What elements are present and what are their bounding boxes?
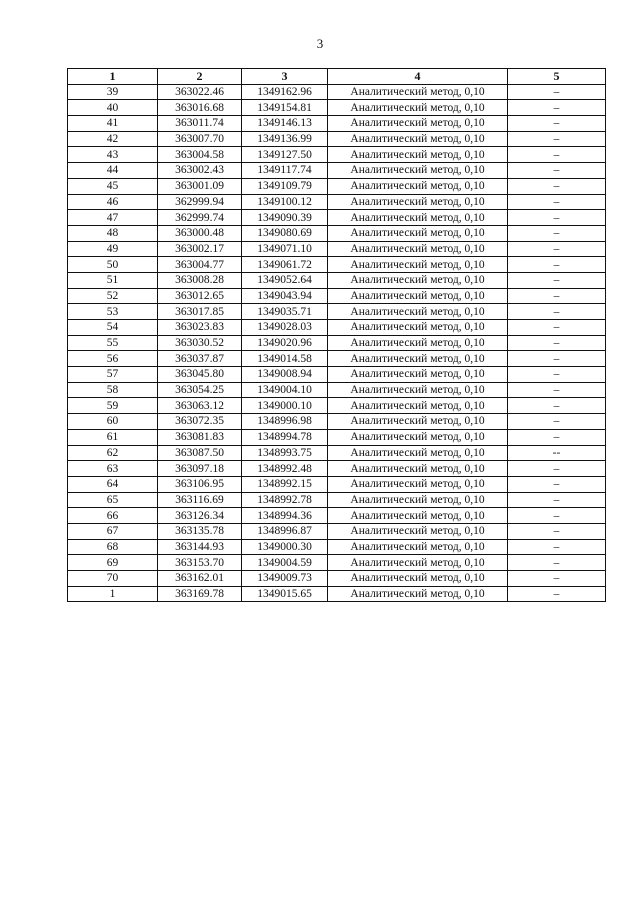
y-coordinate-cell: 1349028.03	[242, 320, 328, 336]
x-coordinate-cell: 363008.28	[158, 272, 242, 288]
x-coordinate-cell: 363153.70	[158, 555, 242, 571]
y-coordinate-cell: 1348994.36	[242, 508, 328, 524]
point-number-cell: 48	[68, 225, 158, 241]
y-coordinate-cell: 1349052.64	[242, 272, 328, 288]
note-cell: –	[508, 178, 606, 194]
x-coordinate-cell: 363022.46	[158, 84, 242, 100]
table-row	[68, 445, 606, 461]
note-cell: –	[508, 508, 606, 524]
table-row	[68, 571, 606, 587]
column-header: 2	[158, 69, 242, 85]
method-accuracy-cell: Аналитический метод, 0,10	[328, 272, 508, 288]
column-header: 1	[68, 69, 158, 85]
column-header: 3	[242, 69, 328, 85]
y-coordinate-cell: 1348994.78	[242, 429, 328, 445]
note-cell: –	[508, 571, 606, 587]
method-accuracy-cell: Аналитический метод, 0,10	[328, 586, 508, 602]
point-number-cell: 50	[68, 257, 158, 273]
note-cell: –	[508, 288, 606, 304]
method-accuracy-cell: Аналитический метод, 0,10	[328, 461, 508, 477]
point-number-cell: 70	[68, 571, 158, 587]
column-header: 4	[328, 69, 508, 85]
table-row	[68, 351, 606, 367]
note-cell: –	[508, 429, 606, 445]
note-cell: –	[508, 257, 606, 273]
table-body	[68, 84, 606, 602]
x-coordinate-cell: 363063.12	[158, 398, 242, 414]
x-coordinate-cell: 363087.50	[158, 445, 242, 461]
x-coordinate-cell: 363004.58	[158, 147, 242, 163]
x-coordinate-cell: 363004.77	[158, 257, 242, 273]
table-row	[68, 461, 606, 477]
method-accuracy-cell: Аналитический метод, 0,10	[328, 163, 508, 179]
y-coordinate-cell: 1349071.10	[242, 241, 328, 257]
note-cell: –	[508, 382, 606, 398]
x-coordinate-cell: 363144.93	[158, 539, 242, 555]
table-row	[68, 210, 606, 226]
table-row	[68, 586, 606, 602]
point-number-cell: 40	[68, 100, 158, 116]
method-accuracy-cell: Аналитический метод, 0,10	[328, 555, 508, 571]
y-coordinate-cell: 1348996.87	[242, 523, 328, 539]
point-number-cell: 60	[68, 414, 158, 430]
x-coordinate-cell: 363000.48	[158, 225, 242, 241]
method-accuracy-cell: Аналитический метод, 0,10	[328, 382, 508, 398]
point-number-cell: 63	[68, 461, 158, 477]
method-accuracy-cell: Аналитический метод, 0,10	[328, 116, 508, 132]
y-coordinate-cell: 1349000.10	[242, 398, 328, 414]
x-coordinate-cell: 363002.43	[158, 163, 242, 179]
note-cell: –	[508, 539, 606, 555]
note-cell: –	[508, 272, 606, 288]
point-number-cell: 58	[68, 382, 158, 398]
y-coordinate-cell: 1348996.98	[242, 414, 328, 430]
table-row	[68, 429, 606, 445]
x-coordinate-cell: 363002.17	[158, 241, 242, 257]
table-row	[68, 225, 606, 241]
x-coordinate-cell: 363054.25	[158, 382, 242, 398]
note-cell: –	[508, 194, 606, 210]
method-accuracy-cell: Аналитический метод, 0,10	[328, 539, 508, 555]
point-number-cell: 42	[68, 131, 158, 147]
table-row	[68, 555, 606, 571]
x-coordinate-cell: 363045.80	[158, 367, 242, 383]
method-accuracy-cell: Аналитический метод, 0,10	[328, 241, 508, 257]
table-row	[68, 272, 606, 288]
point-number-cell: 47	[68, 210, 158, 226]
table-row	[68, 523, 606, 539]
method-accuracy-cell: Аналитический метод, 0,10	[328, 84, 508, 100]
y-coordinate-cell: 1349117.74	[242, 163, 328, 179]
y-coordinate-cell: 1349127.50	[242, 147, 328, 163]
x-coordinate-cell: 363017.85	[158, 304, 242, 320]
x-coordinate-cell: 363135.78	[158, 523, 242, 539]
y-coordinate-cell: 1349100.12	[242, 194, 328, 210]
x-coordinate-cell: 363037.87	[158, 351, 242, 367]
point-number-cell: 66	[68, 508, 158, 524]
table-row	[68, 414, 606, 430]
y-coordinate-cell: 1349004.10	[242, 382, 328, 398]
y-coordinate-cell: 1349008.94	[242, 367, 328, 383]
point-number-cell: 64	[68, 476, 158, 492]
method-accuracy-cell: Аналитический метод, 0,10	[328, 194, 508, 210]
point-number-cell: 46	[68, 194, 158, 210]
point-number-cell: 67	[68, 523, 158, 539]
table-row	[68, 320, 606, 336]
method-accuracy-cell: Аналитический метод, 0,10	[328, 210, 508, 226]
x-coordinate-cell: 363169.78	[158, 586, 242, 602]
coordinates-table	[67, 68, 606, 602]
y-coordinate-cell: 1348992.78	[242, 492, 328, 508]
point-number-cell: 44	[68, 163, 158, 179]
note-cell: –	[508, 398, 606, 414]
x-coordinate-cell: 363007.70	[158, 131, 242, 147]
table-row	[68, 539, 606, 555]
y-coordinate-cell: 1349014.58	[242, 351, 328, 367]
table-row	[68, 398, 606, 414]
point-number-cell: 45	[68, 178, 158, 194]
x-coordinate-cell: 362999.74	[158, 210, 242, 226]
table-row	[68, 288, 606, 304]
method-accuracy-cell: Аналитический метод, 0,10	[328, 523, 508, 539]
method-accuracy-cell: Аналитический метод, 0,10	[328, 398, 508, 414]
method-accuracy-cell: Аналитический метод, 0,10	[328, 492, 508, 508]
column-header: 5	[508, 69, 606, 85]
method-accuracy-cell: Аналитический метод, 0,10	[328, 367, 508, 383]
y-coordinate-cell: 1349154.81	[242, 100, 328, 116]
point-number-cell: 41	[68, 116, 158, 132]
method-accuracy-cell: Аналитический метод, 0,10	[328, 257, 508, 273]
y-coordinate-cell: 1349080.69	[242, 225, 328, 241]
note-cell: –	[508, 335, 606, 351]
method-accuracy-cell: Аналитический метод, 0,10	[328, 225, 508, 241]
method-accuracy-cell: Аналитический метод, 0,10	[328, 131, 508, 147]
y-coordinate-cell: 1349020.96	[242, 335, 328, 351]
table-row	[68, 100, 606, 116]
note-cell: –	[508, 304, 606, 320]
table-header-row	[68, 69, 606, 85]
point-number-cell: 57	[68, 367, 158, 383]
y-coordinate-cell: 1349162.96	[242, 84, 328, 100]
note-cell: –	[508, 351, 606, 367]
point-number-cell: 56	[68, 351, 158, 367]
point-number-cell: 49	[68, 241, 158, 257]
x-coordinate-cell: 363162.01	[158, 571, 242, 587]
point-number-cell: 61	[68, 429, 158, 445]
method-accuracy-cell: Аналитический метод, 0,10	[328, 429, 508, 445]
x-coordinate-cell: 363072.35	[158, 414, 242, 430]
x-coordinate-cell: 363001.09	[158, 178, 242, 194]
note-cell: –	[508, 100, 606, 116]
note-cell: –	[508, 147, 606, 163]
method-accuracy-cell: Аналитический метод, 0,10	[328, 335, 508, 351]
method-accuracy-cell: Аналитический метод, 0,10	[328, 147, 508, 163]
note-cell: –	[508, 210, 606, 226]
point-number-cell: 55	[68, 335, 158, 351]
table-row	[68, 476, 606, 492]
table-row	[68, 492, 606, 508]
y-coordinate-cell: 1348992.15	[242, 476, 328, 492]
table-row	[68, 84, 606, 100]
point-number-cell: 68	[68, 539, 158, 555]
x-coordinate-cell: 363016.68	[158, 100, 242, 116]
note-cell: –	[508, 320, 606, 336]
x-coordinate-cell: 362999.94	[158, 194, 242, 210]
table-row	[68, 304, 606, 320]
point-number-cell: 51	[68, 272, 158, 288]
point-number-cell: 54	[68, 320, 158, 336]
x-coordinate-cell: 363023.83	[158, 320, 242, 336]
note-cell: –	[508, 116, 606, 132]
table-row	[68, 508, 606, 524]
note-cell: –	[508, 84, 606, 100]
y-coordinate-cell: 1349015.65	[242, 586, 328, 602]
method-accuracy-cell: Аналитический метод, 0,10	[328, 414, 508, 430]
y-coordinate-cell: 1349061.72	[242, 257, 328, 273]
x-coordinate-cell: 363106.95	[158, 476, 242, 492]
note-cell: –	[508, 367, 606, 383]
method-accuracy-cell: Аналитический метод, 0,10	[328, 445, 508, 461]
point-number-cell: 69	[68, 555, 158, 571]
table-row	[68, 116, 606, 132]
x-coordinate-cell: 363011.74	[158, 116, 242, 132]
table-row	[68, 178, 606, 194]
y-coordinate-cell: 1349043.94	[242, 288, 328, 304]
method-accuracy-cell: Аналитический метод, 0,10	[328, 100, 508, 116]
y-coordinate-cell: 1348992.48	[242, 461, 328, 477]
method-accuracy-cell: Аналитический метод, 0,10	[328, 476, 508, 492]
note-cell: –	[508, 225, 606, 241]
note-cell: –	[508, 523, 606, 539]
table-row	[68, 194, 606, 210]
table-row	[68, 131, 606, 147]
note-cell: –	[508, 131, 606, 147]
note-cell: –	[508, 163, 606, 179]
method-accuracy-cell: Аналитический метод, 0,10	[328, 288, 508, 304]
note-cell: --	[508, 445, 606, 461]
method-accuracy-cell: Аналитический метод, 0,10	[328, 178, 508, 194]
point-number-cell: 43	[68, 147, 158, 163]
x-coordinate-cell: 363081.83	[158, 429, 242, 445]
y-coordinate-cell: 1349146.13	[242, 116, 328, 132]
note-cell: –	[508, 414, 606, 430]
y-coordinate-cell: 1349090.39	[242, 210, 328, 226]
point-number-cell: 52	[68, 288, 158, 304]
point-number-cell: 65	[68, 492, 158, 508]
point-number-cell: 53	[68, 304, 158, 320]
table-row	[68, 147, 606, 163]
note-cell: –	[508, 241, 606, 257]
table-row	[68, 335, 606, 351]
method-accuracy-cell: Аналитический метод, 0,10	[328, 571, 508, 587]
x-coordinate-cell: 363126.34	[158, 508, 242, 524]
x-coordinate-cell: 363012.65	[158, 288, 242, 304]
point-number-cell: 1	[68, 586, 158, 602]
method-accuracy-cell: Аналитический метод, 0,10	[328, 508, 508, 524]
table-row	[68, 257, 606, 273]
point-number-cell: 59	[68, 398, 158, 414]
table-row	[68, 163, 606, 179]
table-row	[68, 241, 606, 257]
point-number-cell: 62	[68, 445, 158, 461]
y-coordinate-cell: 1349009.73	[242, 571, 328, 587]
table-row	[68, 367, 606, 383]
note-cell: –	[508, 461, 606, 477]
note-cell: –	[508, 555, 606, 571]
x-coordinate-cell: 363030.52	[158, 335, 242, 351]
x-coordinate-cell: 363116.69	[158, 492, 242, 508]
y-coordinate-cell: 1349004.59	[242, 555, 328, 571]
note-cell: –	[508, 586, 606, 602]
method-accuracy-cell: Аналитический метод, 0,10	[328, 351, 508, 367]
y-coordinate-cell: 1349136.99	[242, 131, 328, 147]
y-coordinate-cell: 1348993.75	[242, 445, 328, 461]
note-cell: –	[508, 492, 606, 508]
method-accuracy-cell: Аналитический метод, 0,10	[328, 304, 508, 320]
table-row	[68, 382, 606, 398]
y-coordinate-cell: 1349000.30	[242, 539, 328, 555]
y-coordinate-cell: 1349109.79	[242, 178, 328, 194]
page-number: 3	[316, 36, 324, 51]
note-cell: –	[508, 476, 606, 492]
y-coordinate-cell: 1349035.71	[242, 304, 328, 320]
x-coordinate-cell: 363097.18	[158, 461, 242, 477]
point-number-cell: 39	[68, 84, 158, 100]
method-accuracy-cell: Аналитический метод, 0,10	[328, 320, 508, 336]
